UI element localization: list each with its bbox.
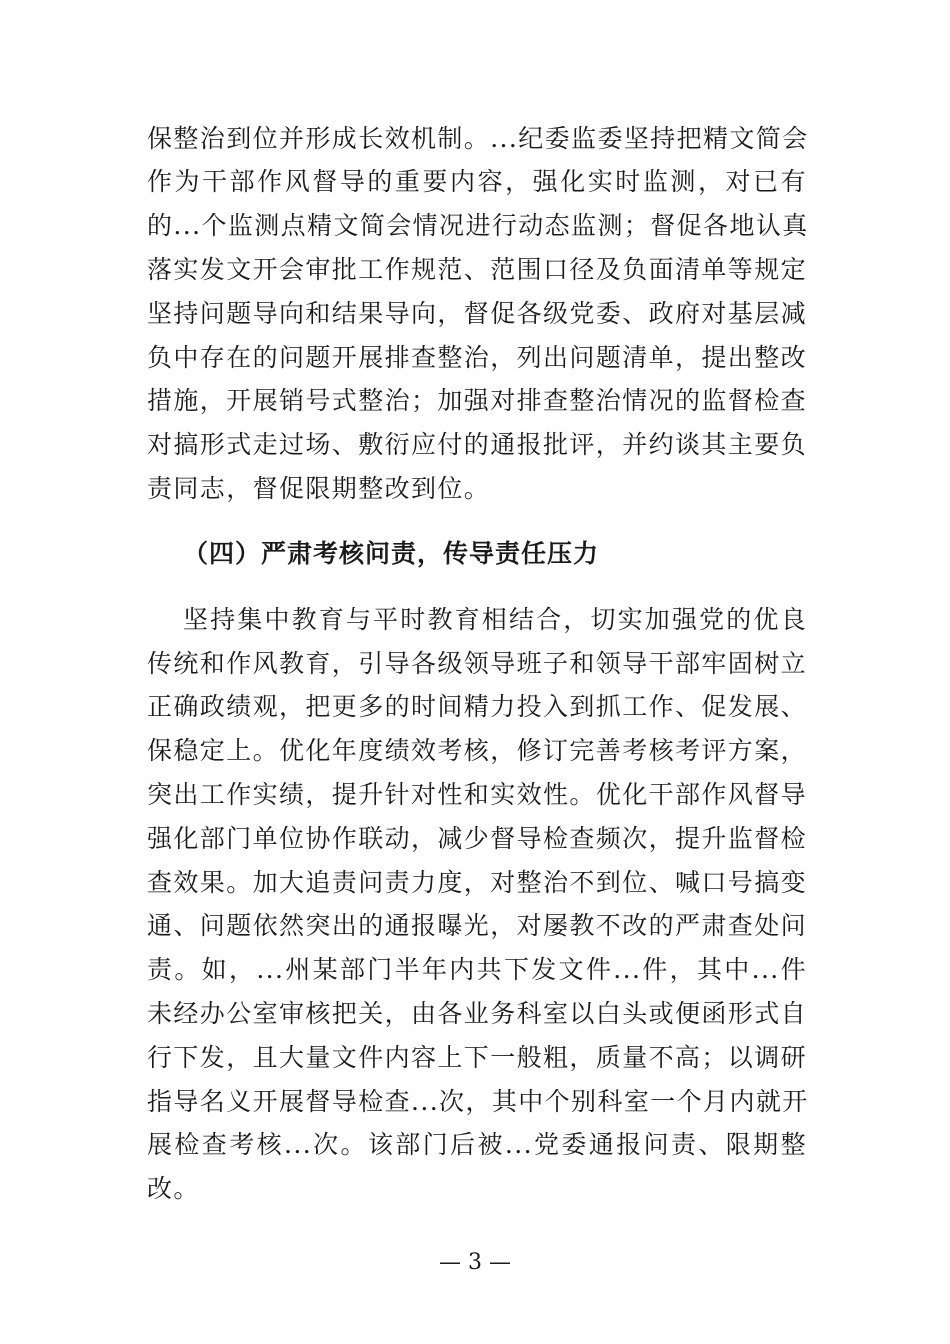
text-line: 落实发文开会审批工作规范、范围口径及负面清单等规定: [147, 255, 808, 284]
text-line: 指导名义开展督导检查...次，其中个别科室一个月内就开: [147, 1087, 809, 1116]
text-line: 坚持集中教育与平时教育相结合，切实加强党的优良: [183, 605, 807, 634]
text-line: 措施，开展销号式整治；加强对排查整治情况的监督检查: [147, 386, 808, 415]
text-line: 突出工作实绩，提升针对性和实效性。优化干部作风督导: [147, 780, 808, 809]
text-line: 负中存在的问题开展排查整治，列出问题清单，提出整改: [147, 343, 808, 372]
text-line: 展检查考核...次。该部门后被...党委通报问责、限期整: [147, 1130, 807, 1159]
section-heading: （四）严肃考核问责，传导责任压力: [183, 539, 600, 568]
text-line: 坚持问题导向和结果导向，督促各级党委、政府对基层减: [147, 299, 808, 328]
text-line: 保稳定上。优化年度绩效考核，修订完善考核考评方案，: [147, 736, 808, 765]
text-line: 责。如，...州某部门半年内共下发文件...件，其中...件: [147, 955, 807, 984]
page-number: — 3 —: [439, 1250, 511, 1275]
text-line: 强化部门单位协作联动，减少督导检查频次，提升监督检: [147, 824, 808, 853]
text-line: 未经办公室审核把关，由各业务科室以白头或便函形式自: [147, 999, 808, 1028]
text-line: 行下发，且大量文件内容上下一般粗，质量不高；以调研: [147, 1043, 808, 1072]
text-line: 传统和作风教育，引导各级领导班子和领导干部牢固树立: [147, 649, 808, 678]
text-line: 的...个监测点精文简会情况进行动态监测；督促各地认真: [147, 211, 809, 240]
text-line: 正确政绩观，把更多的时间精力投入到抓工作、促发展、: [147, 692, 808, 721]
text-line: 通、问题依然突出的通报曝光，对屡教不改的严肃查处问: [147, 911, 808, 940]
text-line: 责同志，督促限期整改到位。: [147, 474, 491, 503]
text-line: 改。: [147, 1174, 200, 1203]
text-line: 保整治到位并形成长效机制。...纪委监委坚持把精文简会: [147, 124, 809, 153]
text-line: 作为干部作风督导的重要内容，强化实时监测，对已有: [147, 167, 807, 196]
text-line: 查效果。加大追责问责力度，对整治不到位、喊口号搞变: [147, 868, 808, 897]
text-line: 对搞形式走过场、敷衍应付的通报批评，并约谈其主要负: [147, 430, 808, 459]
